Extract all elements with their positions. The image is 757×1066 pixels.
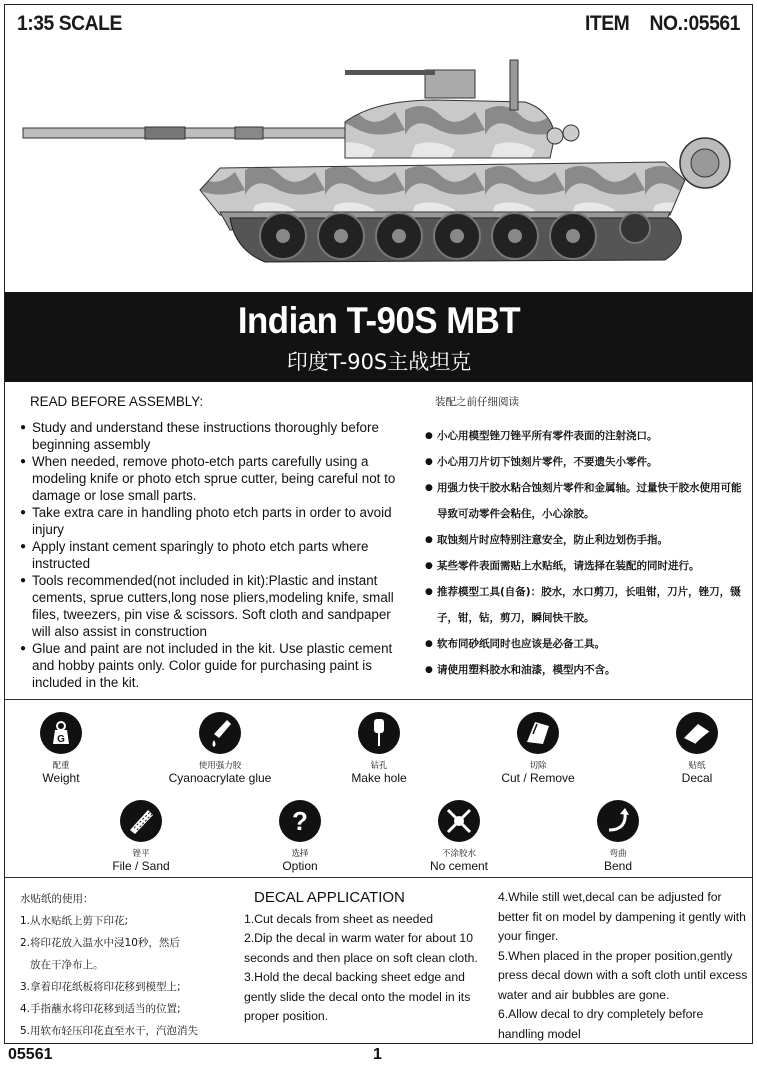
instruction-item-cn: ● 用强力快干胶水粘合蚀刻片零件和金属轴。过量快干胶水使用可能导致可动零件会粘住，小心涂胶。 xyxy=(425,475,750,527)
decal-line-cn: 5.用软布轻压印花直至水干，汽泡消失 xyxy=(20,1025,199,1037)
symbol-label-cn: 贴纸 xyxy=(688,761,706,771)
decal-instructions-en-cont xyxy=(498,888,748,1044)
tank-illustration xyxy=(5,40,752,292)
decal-step: 4.While still wet,decal can be adjusted for better fit on model by dampening it gently with your finger. xyxy=(498,890,746,943)
symbol-label-cn: 选择 xyxy=(291,849,309,859)
no-cement-icon xyxy=(438,800,480,842)
symbol-label-en: Cyanoacrylate glue xyxy=(168,771,272,785)
symbol-label-cn: 弯曲 xyxy=(609,849,627,859)
cut-icon xyxy=(517,712,559,754)
instruction-item-cn: ● 小心用刀片切下蚀刻片零件，不要遗失小零件。 xyxy=(425,449,750,475)
instruction-item-cn: ● 请使用塑料胶水和油漆，模型内不含。 xyxy=(425,657,750,683)
symbol-glue xyxy=(165,712,275,785)
symbol-weight xyxy=(6,712,116,785)
decal-icon xyxy=(676,712,718,754)
instruction-item-cn: ● 软布同砂纸同时也应该是必备工具。 xyxy=(425,631,750,657)
title-chinese: 印度T-90S主战坦克 xyxy=(286,350,472,374)
decal-line-cn: 3.拿着印花纸板将印花移到模型上; xyxy=(20,981,181,993)
option-glyph: ? xyxy=(292,806,308,836)
item-number xyxy=(585,12,740,36)
symbol-option xyxy=(245,800,355,873)
title-english: Indian T-90S MBT xyxy=(237,300,521,341)
title-band xyxy=(5,292,753,382)
symbol-label-cn: 配重 xyxy=(52,761,70,771)
instructions-heading: READ BEFORE ASSEMBLY: xyxy=(30,394,204,409)
symbol-label-en: No cement xyxy=(429,859,489,873)
glue-icon xyxy=(199,712,241,754)
instruction-item: ● Apply instant cement sparingly to photo etch parts where instructed xyxy=(20,538,405,572)
drill-icon xyxy=(358,712,400,754)
bend-icon xyxy=(597,800,639,842)
decal-line-cn: 1.从水贴纸上剪下印花; xyxy=(20,915,129,927)
decal-step: 6.Allow decal to dry completely before handling model xyxy=(498,1007,704,1041)
instruction-item-cn: ● 推荐模型工具(自备)：胶水，水口剪刀，长咀钳，刀片，锉刀，镊子，钳，钻，剪刀，瞬间快干胶。 xyxy=(425,579,750,631)
symbol-bend xyxy=(563,800,673,873)
symbol-label-cn: 锉平 xyxy=(132,849,150,859)
instruction-item-cn: ● 某些零件表面需贴上水贴纸，请选择在装配的同时进行。 xyxy=(425,553,750,579)
scale-label: 1:35 SCALE xyxy=(17,12,122,35)
decal-instructions-cn xyxy=(20,888,240,1042)
item-label: ITEM xyxy=(585,12,630,35)
symbol-label-en: Cut / Remove xyxy=(501,771,575,785)
instruction-item: ● Glue and paint are not included in the kit. Use plastic cement and hobby paints only. Color guide for purchasing paint is included in the kit. xyxy=(20,640,405,691)
decal-line-cn: 4.手指蘸水将印花移到适当的位置; xyxy=(20,1003,181,1015)
decal-step: 3.Hold the decal backing sheet edge and gently slide the decal onto the model in its proper position. xyxy=(244,970,471,1023)
instruction-item: ● Tools recommended(not included in kit):Plastic and instant cements, sprue cutters,long nose pliers,modeling knife, small files, tweezers, pin vise & scissors. Soft cloth and sandpaper will also assist in construction xyxy=(20,572,405,640)
decal-heading-cn: 水贴纸的使用： xyxy=(20,893,94,905)
symbol-label-en: Decal xyxy=(681,771,713,785)
instruction-item: ● Study and understand these instructions thoroughly before beginning assembly xyxy=(20,419,405,453)
instructions-english xyxy=(20,393,405,691)
decal-step: 2.Dip the decal in warm water for about 10 seconds and then place on soft clean cloth. xyxy=(244,931,478,965)
symbol-label-en: Make hole xyxy=(351,771,407,785)
symbol-drill xyxy=(324,712,434,785)
symbol-label-cn: 不涂胶水 xyxy=(441,849,476,859)
instruction-item-cn: ● 小心用模型锉刀锉平所有零件表面的注射浇口。 xyxy=(425,423,750,449)
page-number: 1 xyxy=(373,1046,382,1063)
symbol-decal xyxy=(642,712,752,785)
symbol-label-cn: 钻孔 xyxy=(370,761,388,771)
instruction-item: ● When needed, remove photo-etch parts carefully using a modeling knife or photo etch sprue cutter, being careful not to damage or lose small parts. xyxy=(20,453,405,504)
symbol-label-en: File / Sand xyxy=(112,859,170,873)
weight-icon xyxy=(40,712,82,754)
decal-instructions-en xyxy=(244,888,499,1027)
footer-code: 05561 xyxy=(8,1046,53,1063)
instructions-chinese xyxy=(425,394,750,683)
instruction-item: ● Take extra care in handling photo etch parts in order to avoid injury xyxy=(20,504,405,538)
option-icon xyxy=(279,800,321,842)
symbol-label-cn: 使用强力胶 xyxy=(198,761,242,771)
symbol-label-en: Bend xyxy=(603,859,633,873)
symbol-label-en: Option xyxy=(282,859,318,873)
instruction-item-cn: ● 取蚀刻片时应特别注意安全，防止利边划伤手指。 xyxy=(425,527,750,553)
decal-line-cn: 2.将印花放入温水中浸10秒，然后 xyxy=(20,937,180,949)
decal-heading: DECAL APPLICATION xyxy=(254,889,405,906)
item-no: NO.:05561 xyxy=(649,12,740,35)
weight-badge: G xyxy=(57,734,65,745)
symbol-cut xyxy=(483,712,593,785)
symbol-file xyxy=(86,800,196,873)
symbol-no-cement xyxy=(404,800,514,873)
instructions-heading-cn: 装配之前仔细阅读 xyxy=(435,396,519,408)
file-icon xyxy=(120,800,162,842)
symbol-label-en: Weight xyxy=(42,771,80,785)
decal-step: 5.When placed in the proper position,gently press decal down with a soft cloth until excess water and air bubbles are gone. xyxy=(498,948,748,1002)
decal-step: 1.Cut decals from sheet as needed xyxy=(244,911,434,926)
symbol-label-cn: 切除 xyxy=(529,761,547,771)
decal-line-cn: 放在干净布上。 xyxy=(30,959,104,971)
